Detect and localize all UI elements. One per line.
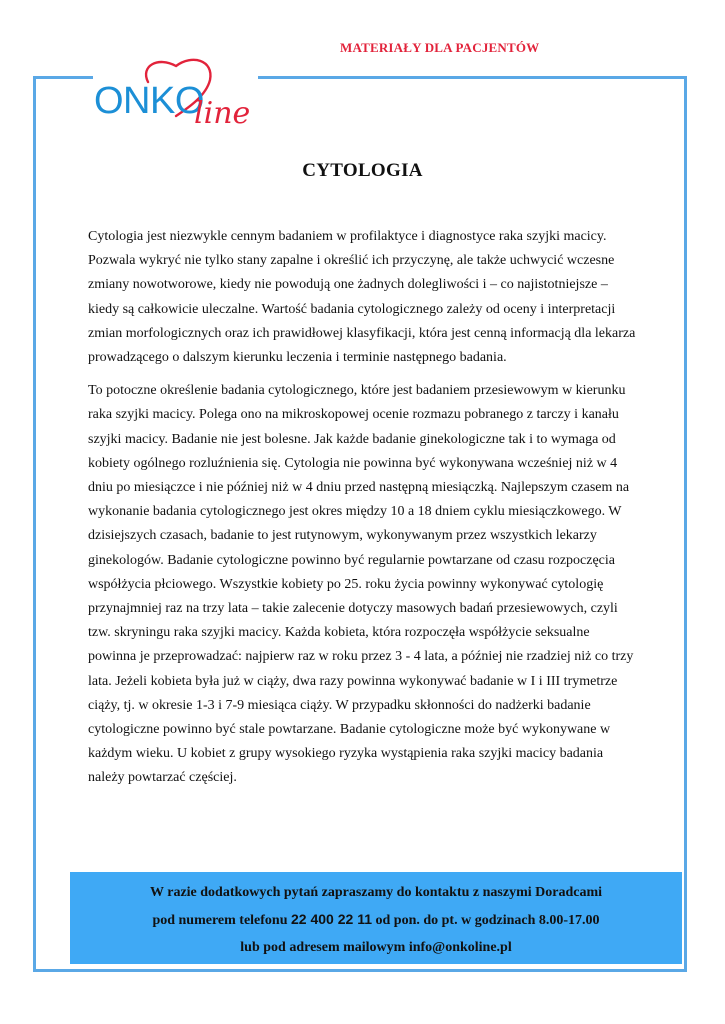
logo-text-line: line [194, 96, 251, 131]
frame-top-line [258, 76, 687, 79]
paragraph-details: To potoczne określenie badania cytologicznego, które jest badaniem przesiewowym w kierunku raka szyjki macicy. Polega ono na mikroskopowej ocenie rozmazu pobranego z tarczy i kanału szyjki macicy. Badanie nie jest bolesne. Jak każde badanie ginekologiczne tak i to wymaga od kobiety ogólnego rozluźnienia się. Cytologia nie powinna być wykonywana wcześniej niż w 4 dniu po miesiączce i nie później niż w 4 dniu przed następną miesiączką. Najlepszym czasem na wykonanie badania cytologicznego jest okres między 10 a 18 dniem cyklu miesiączkowego. W dzisiejszych czasach, badanie to jest rutynowym, wykonywanym przez wszystkich lekarzy ginekologów. Badanie cytologiczne powinno być regularnie powtarzane od czasu rozpoczęcia współżycia płciowego. Wszystkie kobiety po 25. roku życia powinny wykonywać cytologię przynajmniej raz na trzy lata – takie zalecenie dotyczy masowych badań przesiewowych, czyli tzw. skryningu raka szyjki macicy. Każda kobieta, która rozpoczęła współżycie seksualne powinna je przeprowadzać: najpierw raz w roku przez 3 - 4 lata, a później nie rzadziej niż co trzy lata. Jeżeli kobieta była już w ciąży, dwa razy powinna wykonywać badanie w I i III trymetrze ciąży, tj. w okresie 1-3 i 7-9 miesiąca ciąży. W przypadku skłonności do nadżerki badanie cytologiczne powinno być stale powtarzane. Badanie cytologiczne może być wykonywane w każdym wieku. U kobiet z grupy wysokiego ryzyka wystąpienia raka szyjki macicy badania należy powtarzać częściej. [88, 383, 634, 786]
contact-box [70, 872, 682, 964]
page-title: CYTOLOGIA [302, 160, 423, 181]
contact-email-prefix: lub pod adresem mailowym [240, 940, 409, 955]
paragraph-intro: Cytologia jest niezwykle cennym badaniem w profilaktyce i diagnostyce raka szyjki macicy. Pozwala wykryć nie tylko stany zapalne i określić ich przyczynę, ale także uchwycić wczesne zmiany nowotworowe, kiedy nie powodują one żadnych dolegliwości i – co najistotniejsze – kiedy są całkowicie uleczalne. Wartość badania cytologicznego zależy od oceny i interpretacji zmian morfologicznych oraz ich prawidłowej klasyfikacji, która jest cenną informacją dla lekarza prowadzącego o dalszym kierunku leczenia i terminie następnego badania. [88, 229, 636, 366]
contact-phone[interactable]: 22 400 22 11 [291, 911, 372, 927]
contact-line-2 [70, 906, 682, 934]
contact-line-1: W razie dodatkowych pytań zapraszamy do kontaktu z naszymi Doradcami [149, 885, 603, 900]
article-body [88, 225, 636, 800]
contact-email-link[interactable]: info@onkoline.pl [408, 940, 512, 955]
contact-line-3 [70, 934, 682, 961]
contact-hours: od pon. do pt. w godzinach 8.00-17.00 [372, 913, 600, 928]
logo-text-onko: ONKO [94, 80, 204, 122]
frame-top-left [33, 76, 93, 79]
contact-phone-prefix: pod numerem telefonu [152, 913, 292, 928]
header-label: MATERIAŁY DLA PACJENTÓW [340, 40, 540, 55]
onkoline-logo [88, 52, 263, 142]
